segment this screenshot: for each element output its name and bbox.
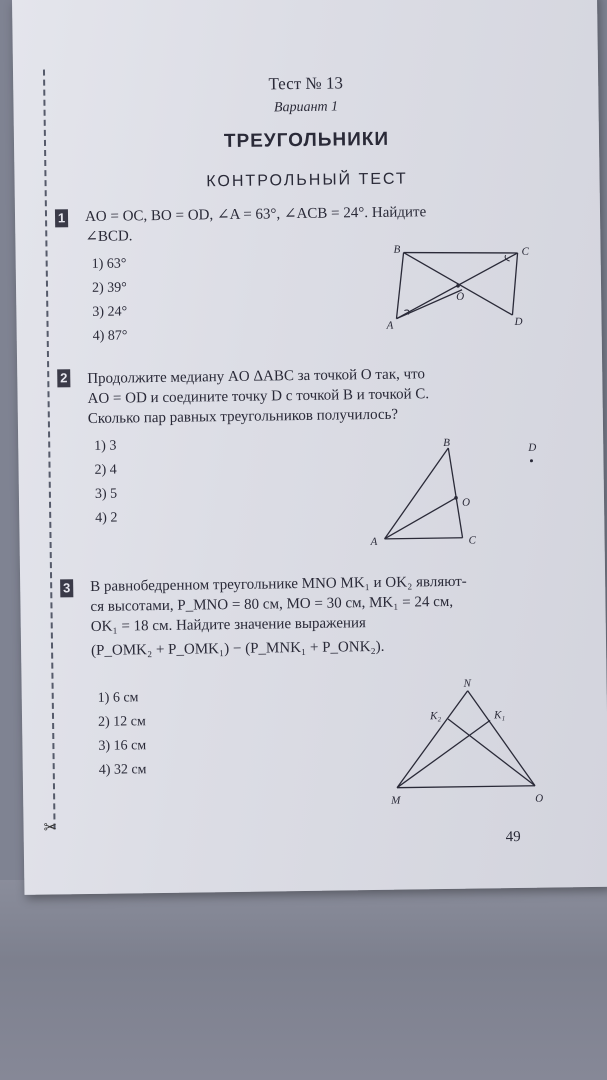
question-3-line-2: ся высотами, P_MNO = 80 см, MO = 30 см, MK₁ = 24 см, (90, 593, 454, 615)
question-3-options (98, 686, 147, 783)
question-2-option-1[interactable]: 1) 3 (94, 438, 117, 454)
test-number: Тест № 13 (268, 73, 344, 94)
variant-label: Вариант 1 (273, 99, 339, 116)
question-1-text (85, 201, 546, 247)
question-3-option-4[interactable]: 4) 32 см (98, 762, 147, 778)
question-2-number: 2 (57, 369, 70, 387)
fig2-label-d: D (528, 441, 537, 454)
question-1-option-3[interactable]: 3) 24° (92, 304, 128, 320)
fig1-label-b: B (393, 243, 401, 256)
question-1-option-1[interactable]: 1) 63° (91, 256, 127, 272)
question-3-line-3: OK₁ = 18 см. Найдите значение выражения (90, 615, 367, 635)
fig3-label-o: O (535, 792, 544, 805)
fig2-label-o: O (461, 496, 471, 509)
topic-title: ТРЕУГОЛЬНИКИ (223, 128, 390, 153)
workbook-page (12, 0, 607, 895)
question-1-figure (385, 241, 536, 333)
question-2-figure (363, 433, 545, 556)
table-surface (0, 880, 607, 1080)
page-number: 49 (505, 828, 521, 846)
fig2-label-b: B (443, 436, 451, 450)
question-3-number: 3 (60, 579, 73, 597)
fig1-label-a: A (386, 319, 394, 332)
question-2-line-3: Сколько пар равных треугольников получилось? (87, 406, 399, 427)
question-2-option-4[interactable]: 4) 2 (95, 510, 118, 526)
question-1-options (92, 252, 128, 348)
question-1-option-2[interactable]: 2) 39° (91, 280, 127, 296)
question-1-line-2: ∠BCD. (85, 228, 133, 245)
fig1-label-o: O (456, 290, 465, 303)
fig3-label-k1: K₁ (493, 709, 506, 722)
fig1-label-c: C (521, 245, 529, 258)
question-1-number: 1 (55, 209, 68, 227)
question-3-text (90, 571, 551, 661)
question-2-option-3[interactable]: 3) 5 (94, 486, 118, 502)
question-3-option-3[interactable]: 3) 16 см (98, 738, 147, 754)
question-1-line-1: AO = OC, BO = OD, ∠A = 63°, ∠ACB = 24°. Найдите (84, 204, 427, 226)
fig1-label-d: D (514, 315, 523, 329)
question-3-expression: (P_OMK₂ + P_OMK₁) − (P_MNK₁ + P_ONK₂). (90, 638, 385, 659)
fig2-label-c: C (468, 534, 477, 547)
question-3-option-2[interactable]: 2) 12 см (97, 714, 146, 730)
question-2-option-2[interactable]: 2) 4 (94, 462, 117, 478)
question-1-option-4[interactable]: 4) 87° (92, 328, 128, 344)
question-2-line-2: AO = OD и соедините точку D с точкой B и точкой C. (87, 386, 430, 407)
question-2-text (87, 363, 548, 429)
question-3-line-1: В равнобедренном треугольнике MNO MK₁ и OK₂ являют- (90, 573, 467, 595)
question-2-line-1: Продолжите медиану AO ΔABC за точкой O так, что (87, 366, 426, 387)
fig3-label-n: N (463, 677, 472, 690)
fig2-label-a: A (370, 535, 378, 549)
fig3-label-k2: K₂ (429, 710, 442, 723)
fig3-label-m: M (391, 794, 401, 807)
question-3-option-1[interactable]: 1) 6 см (97, 690, 139, 706)
test-subtitle: КОНТРОЛЬНЫЙ ТЕСТ (206, 170, 408, 191)
question-2-options (94, 435, 118, 531)
scissors-icon: ✂ (43, 819, 58, 837)
question-3-figure (382, 678, 554, 810)
